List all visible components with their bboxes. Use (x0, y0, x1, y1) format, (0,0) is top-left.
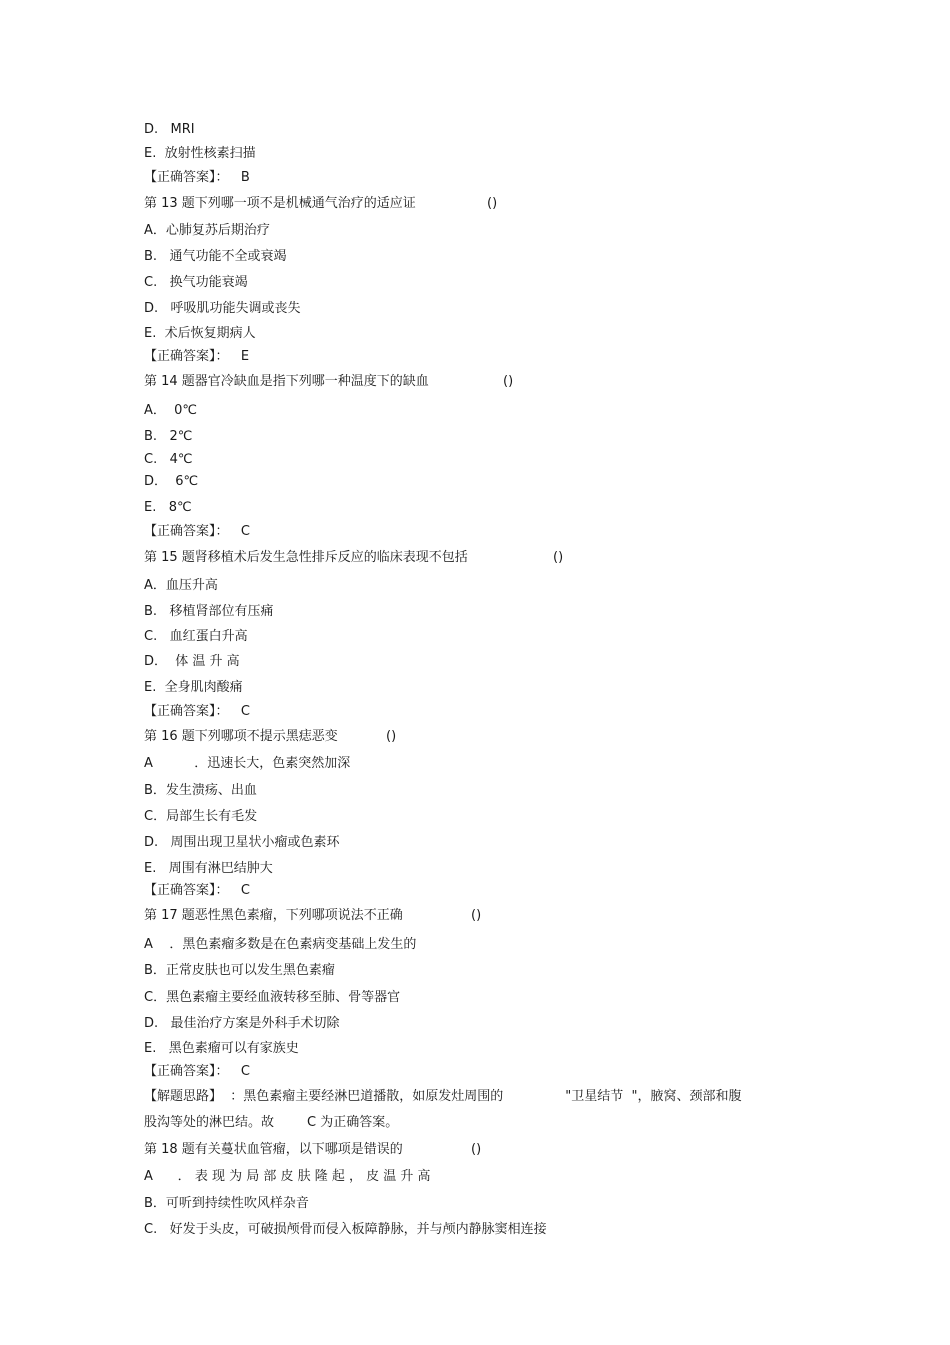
explanation-q17-line2: 股沟等处的淋巴结。故 C 为正确答案。 (144, 1115, 399, 1130)
option-b-q18: B．可听到持续性吹风样杂音 (144, 1196, 309, 1211)
answer-blank-q15: () (553, 550, 564, 565)
option-a-q15: A．血压升高 (144, 578, 218, 593)
explanation-q17-line1: 【解题思路】 ：黑色素瘤主要经淋巴道播散，如原发灶周围的 "卫星结节 "，腋窝、颈部和腹 (144, 1089, 742, 1104)
option-a-q13: A．心肺复苏后期治疗 (144, 223, 270, 238)
option-d-q17: D. 最佳治疗方案是外科手术切除 (144, 1016, 340, 1031)
answer-q16: 【正确答案】： C (144, 883, 250, 898)
option-e-q13: E. 术后恢复期病人 (144, 326, 256, 341)
option-e-q14: E. 8℃ (144, 500, 192, 515)
option-c-q15: C. 血红蛋白升高 (144, 629, 248, 644)
answer-q12: 【正确答案】： B (144, 170, 250, 185)
option-d-q13: D. 呼吸肌功能失调或丧失 (144, 301, 301, 316)
option-b-q17: B．正常皮肤也可以发生黑色素瘤 (144, 963, 335, 978)
option-e-q12: E. 放射性核素扫描 (144, 146, 256, 161)
option-b-q13: B. 通气功能不全或衰竭 (144, 249, 287, 264)
option-a-q17: A ．黑色素瘤多数是在色素病变基础上发生的 (144, 937, 417, 952)
option-a-q14: A． 0℃ (144, 403, 198, 418)
option-d-q15: D． 体 温 升 高 (144, 654, 240, 669)
answer-blank-q16: () (386, 729, 397, 744)
option-d-q16: D. 周围出现卫星状小瘤或色素环 (144, 835, 340, 850)
option-e-q15: E. 全身肌肉酸痛 (144, 680, 243, 695)
question-18: 第 18 题有关蔓状血管瘤，以下哪项是错误的 (144, 1142, 403, 1157)
question-17: 第 17 题恶性黑色素瘤，下列哪项说法不正确 (144, 908, 403, 923)
option-b-q15: B. 移植肾部位有压痛 (144, 604, 274, 619)
answer-q15: 【正确答案】： C (144, 704, 250, 719)
question-14: 第 14 题器官冷缺血是指下列哪一种温度下的缺血 (144, 374, 429, 389)
option-c-q14: C. 4℃ (144, 452, 193, 467)
option-e-q17: E. 黑色素瘤可以有家族史 (144, 1041, 299, 1056)
answer-blank-q13: () (487, 196, 498, 211)
option-c-q18: C. 好发于头皮，可破损颅骨而侵入板障静脉，并与颅内静脉窦相连接 (144, 1222, 547, 1237)
option-e-q16: E. 周围有淋巴结肿大 (144, 861, 273, 876)
option-d-q14: D． 6℃ (144, 474, 199, 489)
option-a-q18: A ． 表 现 为 局 部 皮 肤 隆 起 ， 皮 温 升 高 (144, 1169, 431, 1184)
question-16: 第 16 题下列哪项不提示黑痣恶变 (144, 729, 338, 744)
option-c-q16: C．局部生长有毛发 (144, 809, 258, 824)
answer-q14: 【正确答案】： C (144, 524, 250, 539)
answer-q13: 【正确答案】： E (144, 349, 250, 364)
answer-blank-q18: () (471, 1142, 482, 1157)
option-c-q13: C. 换气功能衰竭 (144, 275, 248, 290)
option-a-q16: A ．迅速长大，色素突然加深 (144, 756, 351, 771)
option-b-q14: B. 2℃ (144, 429, 193, 444)
question-13: 第 13 题下列哪一项不是机械通气治疗的适应证 (144, 196, 416, 211)
question-15: 第 15 题肾移植术后发生急性排斥反应的临床表现不包括 (144, 550, 468, 565)
answer-blank-q17: () (471, 908, 482, 923)
option-c-q17: C．黑色素瘤主要经血液转移至肺、骨等器官 (144, 990, 401, 1005)
answer-q17: 【正确答案】： C (144, 1064, 250, 1079)
option-d-q12: D. MRI (144, 122, 195, 137)
option-b-q16: B．发生溃疡、出血 (144, 783, 257, 798)
answer-blank-q14: () (503, 374, 514, 389)
